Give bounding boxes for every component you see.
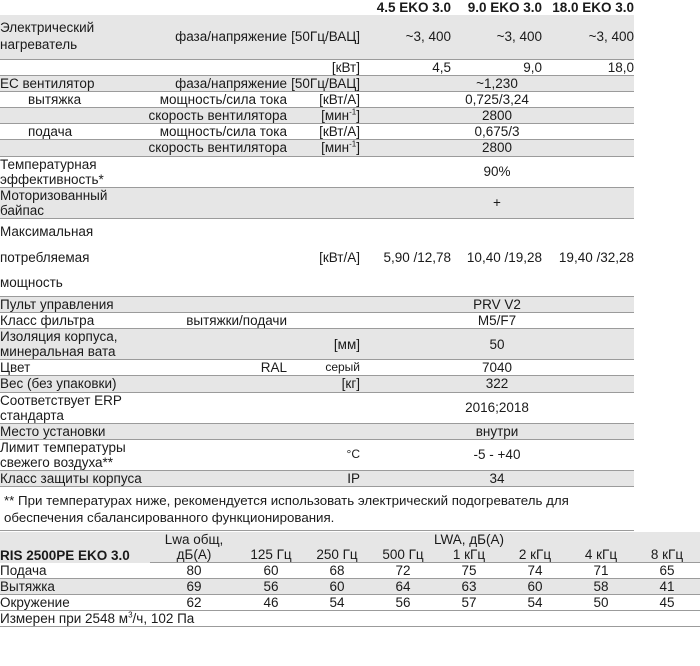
acoustic-band-value-5: 60 [502,579,568,595]
acoustic-data-row [0,579,700,595]
spec-value-2: 9,0 [451,59,542,75]
unit-cell: [50Гц/ВАЦ] [287,15,360,59]
spec-value-shared: 90% [360,156,634,187]
acoustic-data-row [0,595,700,611]
spec-value-shared: 0,725/3,24 [360,92,634,108]
unit-superscript: -1 [349,107,357,117]
spec-value-shared: ~1,230 [360,75,634,91]
unit-cell: [мин$^{-1}$] [287,108,360,124]
acoustic-band-value-7: 45 [634,595,700,611]
acoustic-band-value-6: 71 [568,563,634,579]
spec-row [0,15,634,59]
acoustic-band-value-1: 60 [238,563,304,579]
acoustic-data-row [0,563,700,579]
spec-description: мощность/сила тока [145,124,287,140]
spec-description [145,376,287,392]
spec-label: Температурная эффективность* [0,156,145,187]
acoustic-band-value-5: 74 [502,563,568,579]
header-spacer [145,0,287,15]
spec-label: Электрический нагреватель [0,15,145,59]
unit-cell [287,423,360,439]
unit-cell: [кВт] [287,59,360,75]
footnote-temperature: ** При температурах ниже, рекомендуется использовать электрический подогреватель для обеспечения сбалансированного функционирования. [0,487,634,531]
spec-description: скорость вентилятора [145,140,287,156]
spec-description [145,423,287,439]
spec-description: скорость вентилятора [145,108,287,124]
acoustic-table [0,532,700,627]
cubic-superscript: 3 [128,610,133,620]
spec-value-shared: 34 [360,471,634,487]
spec-value-1: 4,5 [360,59,451,75]
spec-value-shared: 0,675/3 [360,124,634,140]
acoustic-frequency-header-3: 500 Гц [370,547,436,563]
acoustic-body [0,532,700,627]
spec-row [0,312,634,328]
acoustic-band-value-6: 58 [568,579,634,595]
spec-value-3: 18,0 [542,59,634,75]
spec-label [0,140,145,156]
spec-value-shared: 2800 [360,108,634,124]
spec-value-1: ~3, 400 [360,15,451,59]
spec-label: Вес (без упаковки) [0,376,145,392]
spec-description [145,156,287,187]
spec-value-3: 19,40 /32,28 [542,218,634,296]
spec-label: Моторизованный байпас [0,187,145,218]
acoustic-band-value-7: 41 [634,579,700,595]
model-header-3: 18.0 EKO 3.0 [542,0,634,15]
spec-label [0,59,145,75]
acoustic-band-value-3: 56 [370,595,436,611]
acoustic-band-value-4: 57 [436,595,502,611]
spec-label: подача [0,124,145,140]
acoustic-row-label: Окружение [0,595,150,611]
spec-label: Соответствует ERP стандарта [0,392,145,423]
spec-value-1: 5,90 /12,78 [360,218,451,296]
unit-cell: [50Гц/ВАЦ] [287,75,360,91]
measurement-conditions: Измерен при 2548 $м^3/ч$, 102 Па [0,611,700,627]
acoustic-frequency-header-6: 4 кГц [568,547,634,563]
unit-cell [287,392,360,423]
acoustic-frequency-header-5: 2 кГц [502,547,568,563]
acoustic-band-value-6: 50 [568,595,634,611]
unit-cell [287,312,360,328]
acoustic-row-label: Вытяжка [0,579,150,595]
spec-value-shared: -5 - +40 [360,439,634,470]
spec-label: Максимальная потребляемая мощность [0,218,145,296]
spec-value-shared: M5/F7 [360,312,634,328]
spec-row [0,187,634,218]
spec-value-shared: 322 [360,376,634,392]
spec-row [0,75,634,91]
spec-label: Класс защиты корпуса [0,471,145,487]
spec-row [0,471,634,487]
acoustic-band-value-7: 65 [634,563,700,579]
unit-cell: [кг] [287,376,360,392]
spec-row [0,108,634,124]
acoustic-band-value-4: 63 [436,579,502,595]
spec-description [145,218,287,296]
unit-superscript: -1 [349,139,357,149]
spec-value-shared: внутри [360,423,634,439]
acoustic-title: RIS 2500PE EKO 3.0 [0,532,150,563]
acoustic-total-value: 69 [150,579,238,595]
spec-description [145,59,287,75]
acoustic-band-value-2: 54 [304,595,370,611]
unit-cell: [кВт/А] [287,218,360,296]
spec-value-3: ~3, 400 [542,15,634,59]
acoustic-band-value-5: 54 [502,595,568,611]
acoustic-total-value: 80 [150,563,238,579]
model-header-2: 9.0 EKO 3.0 [451,0,542,15]
spec-row [0,59,634,75]
acoustic-band-value-3: 64 [370,579,436,595]
acoustic-band-value-4: 75 [436,563,502,579]
unit-cell: [мин$^{-1}$] [287,140,360,156]
unit-cell: IP [287,471,360,487]
spec-description [145,296,287,312]
acoustic-total-header-line2: дБ(A) [150,547,238,563]
acoustic-band-value-1: 56 [238,579,304,595]
spec-row [0,92,634,108]
spec-label: Изоляция корпуса, минеральная вата [0,329,145,360]
spec-label: Лимит температуры свежего воздуха** [0,439,145,470]
spec-description: мощность/сила тока [145,92,287,108]
acoustic-measurement-row [0,611,700,627]
spec-value-shared: + [360,187,634,218]
spec-description: вытяжки/подачи [145,312,287,328]
spec-value-shared: PRV V2 [360,296,634,312]
model-header-1: 4.5 EKO 3.0 [360,0,451,15]
spec-value-shared: 2800 [360,140,634,156]
unit-cell: [кВт/А] [287,124,360,140]
spec-description [145,392,287,423]
unit-cell [287,187,360,218]
spec-label: Место установки [0,423,145,439]
spec-value-shared: 7040 [360,360,634,376]
unit-cell: [кВт/А] [287,92,360,108]
unit-cell [287,156,360,187]
spec-row [0,140,634,156]
acoustic-total-header-line1: Lwa общ, [150,532,238,547]
acoustic-total-value: 62 [150,595,238,611]
spec-row [0,392,634,423]
spec-description [145,187,287,218]
spec-value-2: ~3, 400 [451,15,542,59]
spec-description [145,439,287,470]
spec-row [0,360,634,376]
spec-description: фаза/напряжение [145,75,287,91]
spec-row [0,156,634,187]
spec-row [0,423,634,439]
spec-value-shared: 50 [360,329,634,360]
spec-description [145,471,287,487]
acoustic-band-value-3: 72 [370,563,436,579]
acoustic-band-value-2: 68 [304,563,370,579]
header-spacer [0,0,145,15]
acoustic-frequency-header-1: 125 Гц [238,547,304,563]
spec-row [0,376,634,392]
unit-cell [287,296,360,312]
spec-row [0,439,634,470]
acoustic-band-value-1: 46 [238,595,304,611]
unit-cell: °С [287,439,360,470]
acoustic-header-row-1 [0,532,700,547]
spec-description: RAL [145,360,287,376]
spec-value-2: 10,40 /19,28 [451,218,542,296]
spec-row [0,296,634,312]
spec-label: Пульт управления [0,296,145,312]
spec-label: Цвет [0,360,145,376]
acoustic-frequency-header-2: 250 Гц [304,547,370,563]
header-spacer [287,0,360,15]
acoustic-group-header: LWA, дБ(A) [238,532,700,547]
model-header-row [0,0,634,15]
acoustic-frequency-header-4: 1 кГц [436,547,502,563]
unit-cell: серый [287,360,360,376]
spec-label: вытяжка [0,92,145,108]
spec-row [0,218,634,296]
unit-cell: [мм] [287,329,360,360]
spec-row [0,329,634,360]
acoustic-frequency-header-7: 8 кГц [634,547,700,563]
acoustic-band-value-2: 60 [304,579,370,595]
spec-row [0,124,634,140]
spec-description: фаза/напряжение [145,15,287,59]
acoustic-row-label: Подача [0,563,150,579]
spec-value-shared: 2016;2018 [360,392,634,423]
spec-description [145,329,287,360]
spec-label [0,108,145,124]
spec-label: ЕС вентилятор [0,75,145,91]
spec-label: Класс фильтра [0,312,145,328]
